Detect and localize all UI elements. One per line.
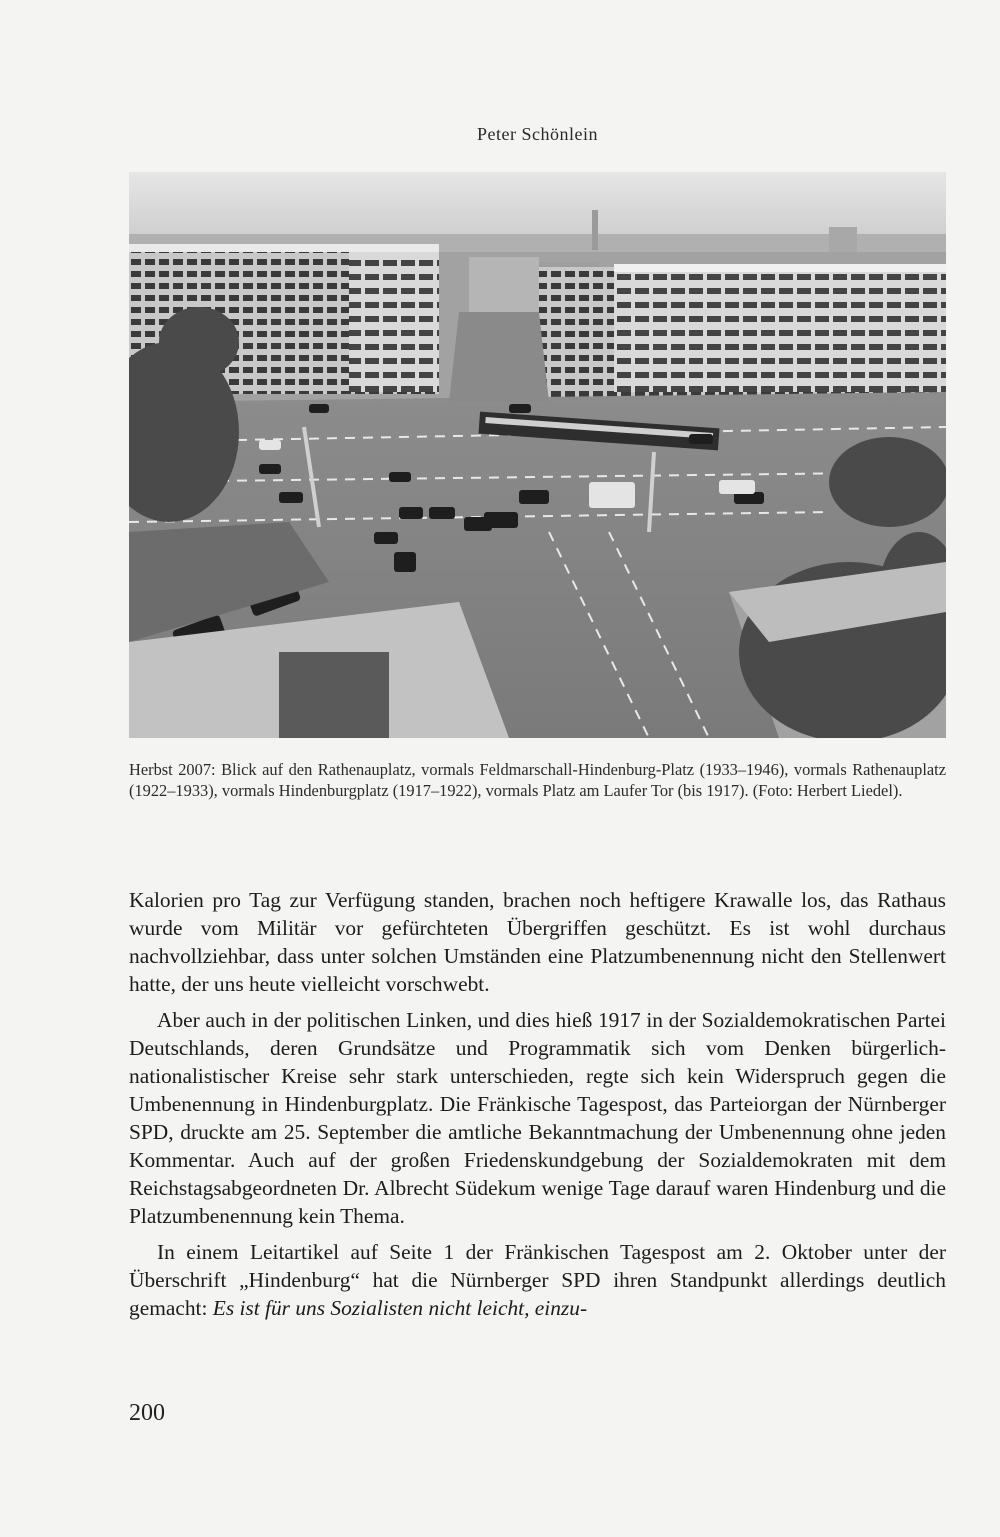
page-number: 200	[129, 1400, 165, 1426]
figure-caption	[129, 759, 946, 801]
paragraph-3-text: In einem Leitartikel auf Seite 1 der Fränkischen Tagespost am 2. Oktober unter der Überschrift „Hindenburg“ hat die Nürnberger SPD ihren Standpunkt allerdings deutlich gemacht:	[129, 1240, 946, 1320]
caption-text: Herbst 2007: Blick auf den Rathenauplatz, vormals Feldmarschall-Hindenburg-Platz (1933–1946), vormals Rathenauplatz (1922–1933), vormals Hindenburgplatz (1917–1922), vormals Platz am Laufer Tor (bis 1917). (Foto: Herbert Liedel).	[129, 760, 946, 800]
paragraph-1: Kalorien pro Tag zur Verfügung standen, brachen noch heftigere Krawalle los, das Rathaus wurde vom Militär vor gefürchteten Übergriffen geschützt. Es ist wohl durchaus nachvollziehbar, dass unter solchen Umständen eine Platzumbenennung nicht den Stellenwert hatte, der uns heute vielleicht vorschwebt.	[129, 888, 946, 996]
running-head: Peter Schönlein	[477, 124, 598, 144]
paragraph-3-quote: Es ist für uns Sozialisten nicht leicht, einzu-	[212, 1296, 588, 1320]
paragraph-2: Aber auch in der politischen Linken, und dies hieß 1917 in der Sozialdemokratischen Partei Deutschlands, deren Grundsätze und Programmatik sich vom Denken bürgerlich-nationalistischer Kreise sehr stark unterschieden, regte sich kein Widerspruch gegen die Umbenennung in Hindenburgplatz. Die Fränkische Tagespost, das Parteiorgan der Nürnberger SPD, druckte am 25. September die amtliche Bekanntmachung der Umbenennung ohne jeden Kommentar. Auch auf der großen Friedenskundgebung der Sozialdemokraten mit dem Reichstagsabgeordneten Dr. Albrecht Südekum wenige Tage darauf waren Hindenburg und die Platzumbenennung kein Thema.	[129, 1008, 946, 1228]
photo-figure	[129, 172, 946, 738]
aerial-photo	[129, 172, 946, 738]
body-text	[129, 886, 946, 1322]
paragraph-3	[129, 1238, 946, 1322]
